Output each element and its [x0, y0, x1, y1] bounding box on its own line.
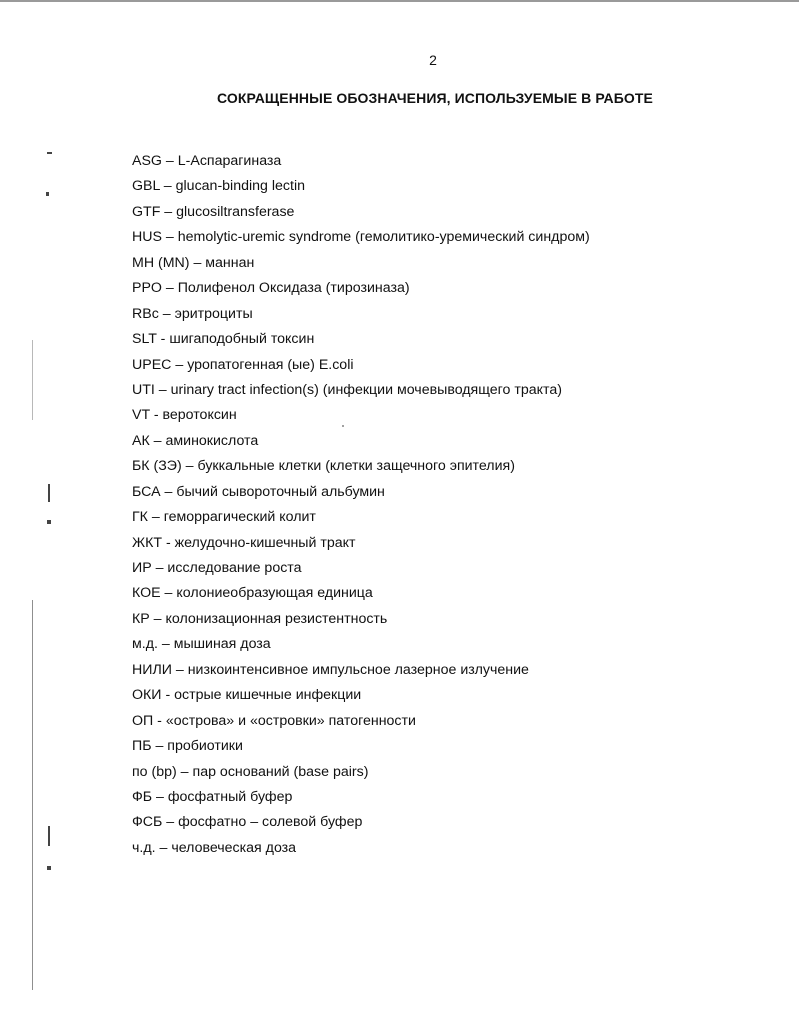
abbreviation-entry: HUS – hemolytic-uremic syndrome (гемолитико-уремический синдром)	[132, 229, 590, 246]
abbreviation-entry: КОЕ – колониеобразующая единица	[132, 585, 373, 602]
scan-speck	[48, 484, 50, 502]
scan-speck	[47, 152, 52, 154]
page-title: СОКРАЩЕННЫЕ ОБОЗНАЧЕНИЯ, ИСПОЛЬЗУЕМЫЕ В РАБОТЕ	[217, 90, 653, 106]
scan-speck	[46, 192, 49, 196]
abbreviation-entry: MH (MN) – маннан	[132, 254, 255, 271]
scan-speck	[47, 866, 51, 870]
abbreviation-entry: GTF – glucosiltransferase	[132, 203, 295, 220]
abbreviation-entry: VT - веротоксин	[132, 407, 237, 424]
abbreviation-entry: ГК – геморрагический колит	[132, 509, 316, 526]
abbreviation-entry: ОП - «острова» и «островки» патогенности	[132, 712, 416, 729]
abbreviation-entry: БК (ЗЭ) – буккальные клетки (клетки защечного эпителия)	[132, 458, 515, 475]
abbreviation-entry: UTI – urinary tract infection(s) (инфекции мочевыводящего тракта)	[132, 381, 562, 398]
page-number: 2	[429, 52, 437, 68]
abbreviation-list	[132, 151, 590, 863]
abbreviation-entry: RBc – эритроциты	[132, 305, 253, 322]
abbreviation-entry: GBL – glucan-binding lectin	[132, 178, 305, 195]
abbreviation-entry: КР – колонизационная резистентность	[132, 610, 388, 627]
scan-margin-line	[32, 340, 33, 420]
abbreviation-entry: АК – аминокислота	[132, 432, 259, 449]
abbreviation-entry: UPEC – уропатогенная (ые) E.coli	[132, 356, 354, 373]
scan-speck	[48, 826, 50, 846]
abbreviation-entry: ч.д. – человеческая доза	[132, 839, 297, 856]
abbreviation-entry: ФБ – фосфатный буфер	[132, 788, 293, 805]
abbreviation-entry: PPO – Полифенол Оксидаза (тирозиназа)	[132, 280, 410, 297]
abbreviation-entry: ПБ – пробиотики	[132, 738, 243, 755]
abbreviation-entry: по (bp) – пар оснований (base pairs)	[132, 763, 369, 780]
scan-top-edge	[0, 0, 799, 2]
abbreviation-entry: ЖКТ - желудочно-кишечный тракт	[132, 534, 356, 551]
abbreviation-entry: ASG – L-Аспарагиназа	[132, 153, 282, 169]
abbreviation-entry: м.д. – мышиная доза	[132, 636, 271, 653]
scan-speck	[47, 520, 51, 524]
abbreviation-entry: ОКИ - острые кишечные инфекции	[132, 687, 362, 704]
scan-margin-line	[32, 600, 33, 990]
abbreviation-entry: БСА – бычий сывороточный альбумин	[132, 483, 385, 500]
abbreviation-entry: ИР – исследование роста	[132, 560, 302, 576]
abbreviation-entry: SLT - шигаподобный токсин	[132, 331, 315, 348]
abbreviation-entry: НИЛИ – низкоинтенсивное импульсное лазерное излучение	[132, 661, 529, 678]
abbreviation-entry: ФСБ – фосфатно – солевой буфер	[132, 814, 363, 831]
